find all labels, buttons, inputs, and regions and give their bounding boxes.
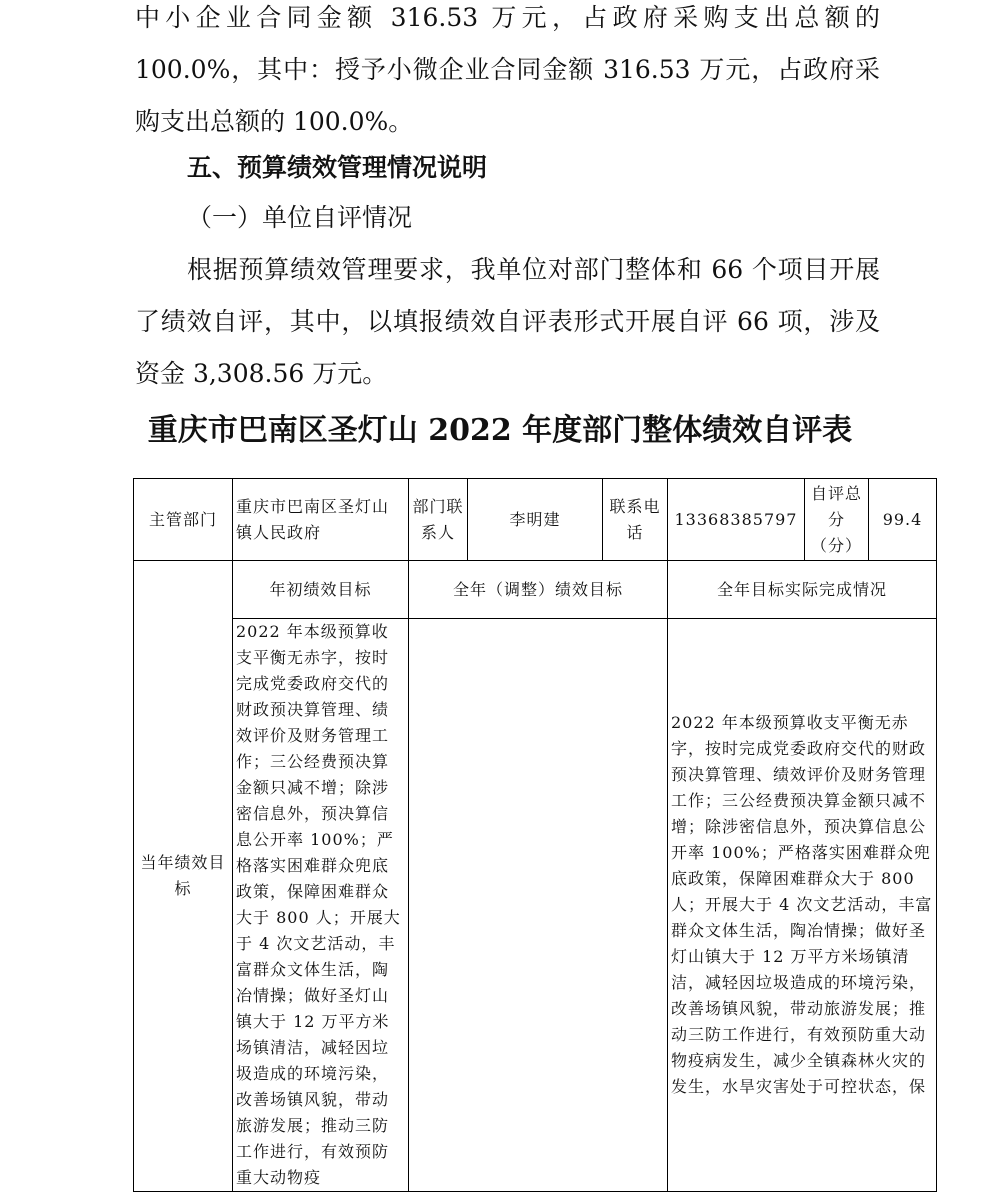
- table-row: [134, 479, 937, 561]
- subsection-heading-self-evaluation: （一）单位自评情况: [187, 203, 413, 232]
- table-row: [134, 561, 937, 619]
- value-contact-person-cell: 李明建: [468, 479, 603, 561]
- header-actual-completion: 全年目标实际完成情况: [668, 561, 937, 619]
- paragraph-self-evaluation: 根据预算绩效管理要求，我单位对部门整体和 66 个项目开展了绩效自评，其中，以填报绩效自评表形式开展自评 66 项，涉及资金 3,308.56 万元。: [135, 255, 880, 388]
- section-heading-budget-performance: 五、预算绩效管理情况说明: [187, 153, 488, 182]
- actual-completion-text-cell: 2022 年本级预算收支平衡无赤字，按时完成党委政府交代的财政预决算管理、绩效评价及财务管理工作；三公经费预决算金额只减不增；除涉密信息外，预决算信息公开率 100%；严格落实困难群众兜底政策，保障困难群众大于 800 人；开展大于 4 次文艺活动，丰富群众文体生活，陶冶情操；做好圣灯山镇大于 12 万平方米场镇清洁，减轻因垃圾造成的环境污染，改善场镇风貌，带动旅游发展；推动三防工作进行，有效预防重大动物疫病发生，减少全镇森林火灾的发生，水旱灾害处于可控状态，保: [668, 619, 937, 1192]
- label-score-cell: 自评总分（分）: [805, 479, 869, 561]
- table-title: 重庆市巴南区圣灯山 2022 年度部门整体绩效自评表: [147, 413, 853, 448]
- header-initial-goal: 年初绩效目标: [233, 561, 409, 619]
- initial-goal-text-cell: 2022 年本级预算收支平衡无赤字，按时完成党委政府交代的财政预决算管理、绩效评价及财务管理工作；三公经费预决算金额只减不增；除涉密信息外，预决算信息公开率 100%；严格落实困难群众兜底政策，保障困难群众大于 800 人；开展大于 4 次文艺活动，丰富群众文体生活，陶冶情操；做好圣灯山镇大于 12 万平方米场镇清洁，减轻因垃圾造成的环境污染，改善场镇风貌，带动旅游发展；推动三防工作进行，有效预防重大动物疫: [233, 619, 409, 1192]
- paragraph-procurement: 中小企业合同金额 316.53 万元，占政府采购支出总额的 100.0%，其中：授予小微企业合同金额 316.53 万元，占政府采购支出总额的 100.0%。: [135, 3, 880, 136]
- label-phone-cell: 联系电话: [603, 479, 668, 561]
- label-contact-person-cell: 部门联系人: [409, 479, 468, 561]
- value-dept-cell: 重庆市巴南区圣灯山镇人民政府: [233, 479, 409, 561]
- value-phone-cell: 13368385797: [668, 479, 805, 561]
- performance-self-evaluation-table: [133, 478, 937, 1192]
- value-score-cell: 99.4: [869, 479, 937, 561]
- adjusted-goal-text-cell: [409, 619, 668, 1192]
- header-adjusted-goal: 全年（调整）绩效目标: [409, 561, 668, 619]
- table-row: [134, 619, 937, 1192]
- label-goal-cell: 当年绩效目标: [134, 561, 233, 1192]
- label-dept-cell: 主管部门: [134, 479, 233, 561]
